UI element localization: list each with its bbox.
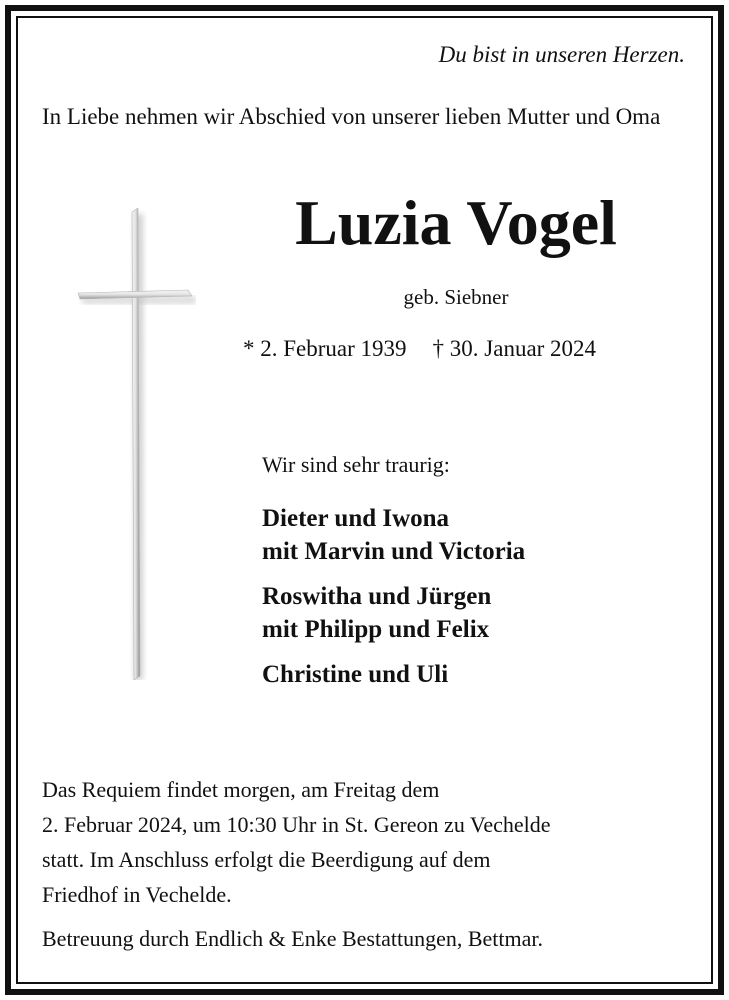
mourner-line: Christine und Uli: [262, 661, 449, 688]
mourners-intro: Wir sind sehr traurig:: [262, 452, 450, 477]
service-line: Das Requiem findet morgen, am Freitag dem: [42, 777, 440, 802]
mourner-group: [262, 658, 525, 691]
birth-name: geb. Siebner: [403, 285, 509, 309]
motto-text: Du bist in unseren Herzen.: [438, 42, 685, 67]
mourner-line: Dieter und Iwona: [262, 505, 450, 532]
latin-cross-icon: [76, 208, 196, 680]
mourner-group: [262, 502, 525, 568]
mourners-list: [262, 502, 525, 703]
deceased-name: Luzia Vogel: [295, 187, 617, 258]
death-date: † 30. Januar 2024: [432, 336, 597, 361]
mourner-line: Roswitha und Jürgen: [262, 583, 492, 610]
mourner-line: mit Marvin und Victoria: [262, 538, 526, 565]
service-line: 2. Februar 2024, um 10:30 Uhr in St. Gereon zu Vechelde: [42, 812, 551, 837]
mourner-group: [262, 580, 525, 646]
undertaker-credit: Betreuung durch Endlich & Enke Bestattungen, Bettmar.: [42, 926, 543, 951]
service-line: statt. Im Anschluss erfolgt die Beerdigung auf dem: [42, 847, 491, 872]
birth-date: * 2. Februar 1939: [243, 336, 407, 361]
service-info: [42, 772, 551, 912]
mourner-line: mit Philipp und Felix: [262, 616, 490, 643]
intro-text: In Liebe nehmen wir Abschied von unserer lieben Mutter und Oma: [42, 104, 661, 129]
life-dates: [243, 336, 596, 362]
service-line: Friedhof in Vechelde.: [42, 882, 232, 907]
